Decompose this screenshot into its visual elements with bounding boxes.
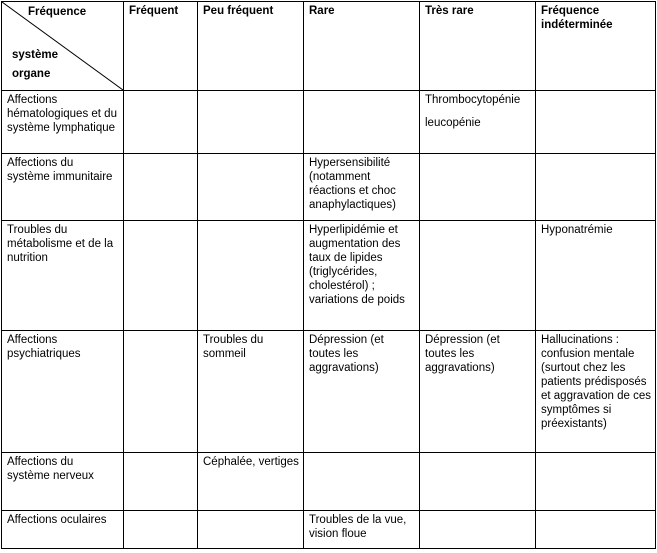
cell-tres-rare	[420, 453, 536, 511]
organ-cell: Affections psychiatriques	[2, 331, 124, 453]
cell-indeterminee: Hyponatrémie	[536, 221, 656, 331]
cell-tres-rare: Dépression (et toutes les aggravations)	[420, 331, 536, 453]
table-row	[2, 453, 656, 511]
cell-rare: Dépression (et toutes les aggravations)	[304, 331, 420, 453]
organ-cell: Affections du système nerveux	[2, 453, 124, 511]
cell-indeterminee: Hallucinations : confusion mentale (surtout chez les patients prédisposés et aggravation de ces symptômes si préexistants)	[536, 331, 656, 453]
header-rare: Rare	[304, 2, 420, 91]
organ-cell: Affections hématologiques et du système lymphatique	[2, 91, 124, 154]
table-row	[2, 511, 656, 549]
frequency-table	[1, 1, 656, 549]
table-row	[2, 91, 656, 154]
cell-peu-frequent	[198, 154, 304, 221]
header-row	[2, 2, 656, 91]
corner-frequency-label: Fréquence	[28, 6, 87, 18]
cell-peu-frequent	[198, 221, 304, 331]
cell-indeterminee	[536, 453, 656, 511]
cell-tres-rare	[420, 154, 536, 221]
header-tres-rare: Très rare	[420, 2, 536, 91]
cell-peu-frequent: Céphalée, vertiges	[198, 453, 304, 511]
corner-organ-label: organe	[12, 68, 51, 80]
cell-frequent	[124, 511, 198, 549]
cell-frequent	[124, 453, 198, 511]
cell-frequent	[124, 154, 198, 221]
header-indeterminee: Fréquence indéterminée	[536, 2, 656, 91]
cell-indeterminee	[536, 511, 656, 549]
cell-peu-frequent	[198, 511, 304, 549]
cell-text: Thrombocytopénie	[425, 94, 521, 106]
table-row	[2, 331, 656, 453]
header-peu-frequent: Peu fréquent	[198, 2, 304, 91]
cell-peu-frequent: Troubles du sommeil	[198, 331, 304, 453]
cell-rare: Hyperlipidémie et augmentation des taux de lipides (triglycérides, cholestérol) ; variations de poids	[304, 221, 420, 331]
cell-rare	[304, 91, 420, 154]
organ-cell: Troubles du métabolisme et de la nutrition	[2, 221, 124, 331]
cell-rare	[304, 453, 420, 511]
cell-tres-rare	[420, 91, 536, 154]
cell-text: leucopénie	[425, 117, 481, 129]
cell-indeterminee	[536, 91, 656, 154]
corner-cell	[2, 2, 124, 91]
cell-indeterminee	[536, 154, 656, 221]
cell-rare: Hypersensibilité (notamment réactions et choc anaphylactiques)	[304, 154, 420, 221]
cell-frequent	[124, 221, 198, 331]
table-row	[2, 154, 656, 221]
cell-peu-frequent	[198, 91, 304, 154]
table-row	[2, 221, 656, 331]
corner-system-label: système	[12, 49, 59, 61]
header-frequent: Fréquent	[124, 2, 198, 91]
organ-cell: Affections oculaires	[2, 511, 124, 549]
cell-frequent	[124, 91, 198, 154]
cell-rare: Troubles de la vue, vision floue	[304, 511, 420, 549]
cell-tres-rare	[420, 511, 536, 549]
cell-frequent	[124, 331, 198, 453]
organ-cell: Affections du système immunitaire	[2, 154, 124, 221]
cell-tres-rare	[420, 221, 536, 331]
